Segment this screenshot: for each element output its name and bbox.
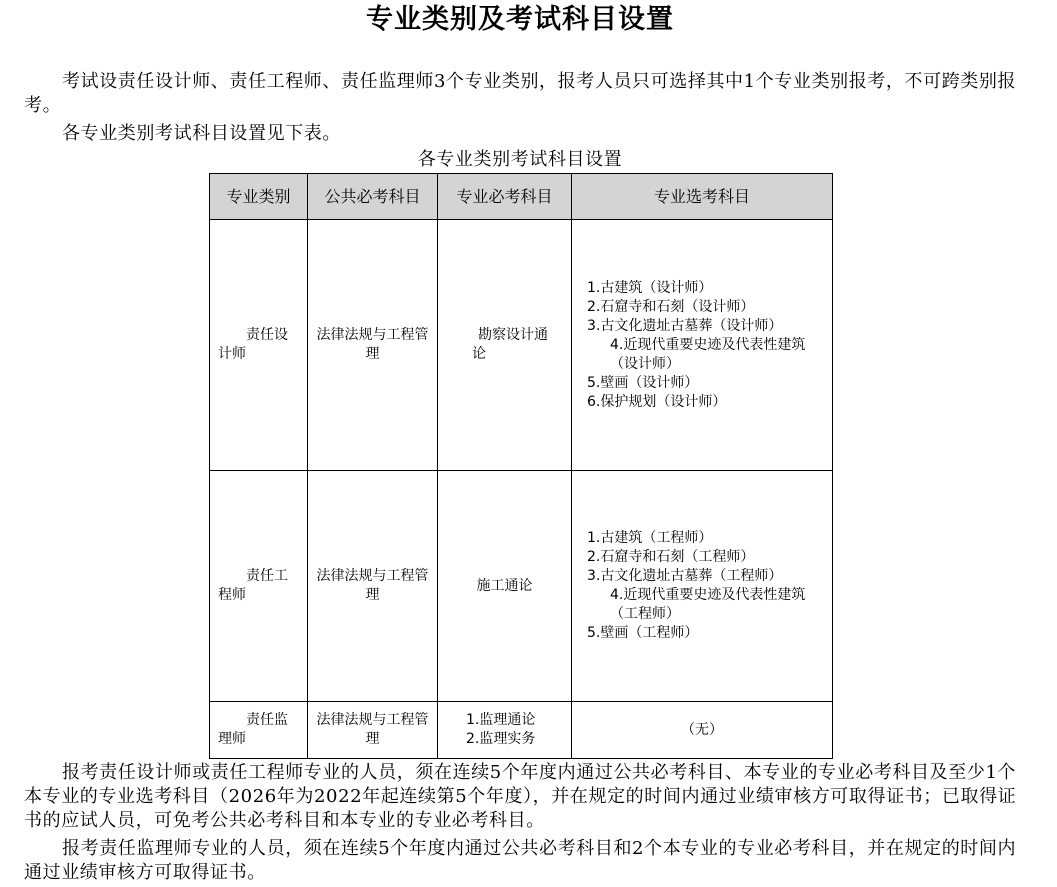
page-title: 专业类别及考试科目设置 — [366, 4, 674, 35]
row-engineer-category: 责任工程师 — [210, 471, 308, 702]
row-supervisor-public-required: 法律法规与工程管理 — [308, 702, 438, 759]
elective-list — [572, 279, 832, 412]
notes-paragraph-1: 报考责任设计师或责任工程师专业的人员，须在连续5个年度内通过公共必考科目、本专业的专业必考科目及至少1个本专业的专业选考科目（2026年为2022年起连续第5个年度），并在规定的时间内通过业绩审核方可取得证书；已取得证书的应试人员，可免考公共必考科目和本专业的专业必考科目。 — [24, 762, 1017, 831]
header-electives: 专业选考科目 — [572, 174, 833, 220]
row-supervisor-electives: （无） — [572, 702, 833, 759]
table-caption: 各专业类别考试科目设置 — [417, 149, 623, 170]
list-item: 2.石窟寺和石刻（工程师） — [587, 549, 755, 565]
row-supervisor-category: 责任监理师 — [210, 702, 308, 759]
row-engineer-public-required: 法律法规与工程管理 — [308, 471, 438, 702]
list-item: 2.石窟寺和石刻（设计师） — [587, 298, 755, 315]
table-row — [210, 702, 833, 759]
row-designer-professional-required: 勘察设计通论 — [438, 220, 572, 471]
row-designer-category: 责任设计师 — [210, 220, 308, 471]
list-item: 4.近现代重要史迹及代表性建筑 — [610, 587, 806, 603]
mandatory-list — [438, 711, 571, 749]
row-supervisor-professional-required — [438, 702, 572, 759]
list-item: 1.古建筑（工程师） — [587, 530, 713, 546]
list-item: 2.监理实务 — [466, 731, 536, 747]
row-designer-public-required: 法律法规与工程管理 — [308, 220, 438, 471]
table-header-row — [210, 174, 833, 220]
table-row — [210, 471, 833, 702]
list-item: 1.监理通论 — [466, 712, 536, 728]
list-item: 6.保护规划（设计师） — [587, 393, 727, 410]
row-engineer-professional-required: 施工通论 — [438, 471, 572, 702]
list-item: 1.古建筑（设计师） — [587, 279, 713, 296]
list-item: 3.古文化遗址古墓葬（工程师） — [587, 568, 783, 584]
list-item: 4.近现代重要史迹及代表性建筑 — [610, 336, 806, 353]
list-item: （工程师） — [610, 606, 680, 622]
subjects-table — [209, 173, 833, 759]
list-item: 3.古文化遗址古墓葬（设计师） — [587, 317, 783, 334]
header-professional-required: 专业必考科目 — [438, 174, 572, 220]
row-designer-electives — [572, 220, 833, 471]
list-item: 5.壁画（设计师） — [587, 374, 699, 391]
intro-paragraph-2: 各专业类别考试科目设置见下表。 — [62, 123, 341, 144]
elective-list — [572, 529, 832, 643]
row-engineer-electives — [572, 471, 833, 702]
list-item: （设计师） — [610, 355, 680, 372]
header-category: 专业类别 — [210, 174, 308, 220]
header-public-required: 公共必考科目 — [308, 174, 438, 220]
list-item: 5.壁画（工程师） — [587, 625, 699, 641]
table-row — [210, 220, 833, 471]
notes-paragraph-2: 报考责任监理师专业的人员，须在连续5个年度内通过公共必考科目和2个本专业的专业必考科目，并在规定的时间内通过业绩审核方可取得证书。 — [24, 838, 1017, 883]
intro-paragraph-1: 考试设责任设计师、责任工程师、责任监理师3个专业类别，报考人员只可选择其中1个专业类别报考，不可跨类别报考。 — [24, 71, 1017, 116]
